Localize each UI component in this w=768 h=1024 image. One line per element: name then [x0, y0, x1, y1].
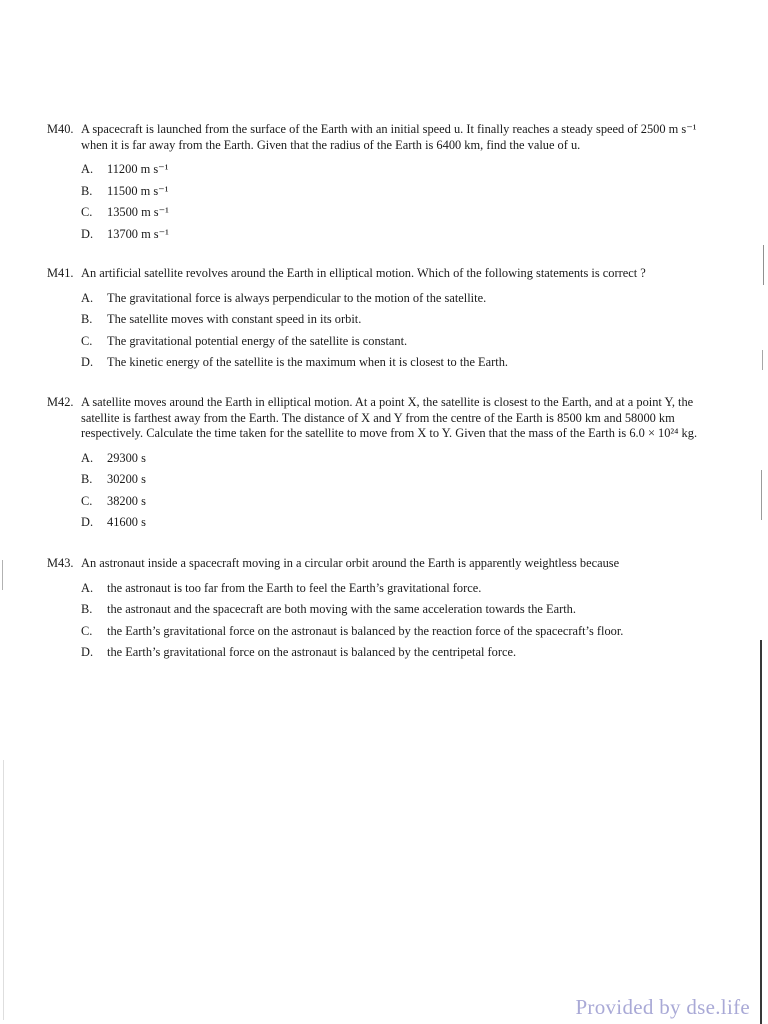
- option-b: B. 11500 m s⁻¹: [81, 183, 169, 198]
- option-text: the Earth’s gravitational force on the astronaut is balanced by the centripetal force.: [107, 645, 517, 659]
- option-text: 13500 m s⁻¹: [107, 205, 169, 219]
- option-b: B. 30200 s: [81, 472, 146, 486]
- question-text: [81, 122, 762, 153]
- option-d: D. the Earth’s gravitational force on the astronaut is balanced by the centripetal force.: [81, 645, 517, 659]
- option-text: The gravitational potential energy of the satellite is constant.: [107, 333, 408, 348]
- option-text: 11200 m s⁻¹: [107, 162, 169, 176]
- question-line: A spacecraft is launched from the surface of the Earth with an initial speed u. It finally reaches a steady speed of 2500 m s⁻¹: [81, 122, 697, 136]
- option-a: A. 29300 s: [81, 450, 146, 465]
- options-list: [47, 291, 762, 377]
- options-list: [47, 162, 762, 248]
- question-line: when it is far away from the Earth. Given that the radius of the Earth is 6400 km, find the value of u.: [81, 137, 581, 152]
- option-a: A. 11200 m s⁻¹: [81, 162, 169, 176]
- option-text: the astronaut and the spacecraft are both moving with the same acceleration towards the Earth.: [107, 602, 576, 616]
- option-b: B. the astronaut and the spacecraft are both moving with the same acceleration towards the Earth.: [81, 602, 576, 616]
- option-text: 30200 s: [107, 472, 146, 486]
- watermark: Provided by dse.life: [575, 995, 750, 1019]
- option-b: B. The satellite moves with constant speed in its orbit.: [81, 312, 362, 326]
- option-a: A. the astronaut is too far from the Earth to feel the Earth’s gravitational force.: [81, 580, 482, 595]
- question-line: An artificial satellite revolves around the Earth in elliptical motion. Which of the following statements is correct ?: [81, 266, 646, 280]
- question-line: respectively. Calculate the time taken for the satellite to move from X to Y. Given that the mass of the Earth is 6.0 × 10²⁴ kg.: [81, 426, 698, 440]
- option-text: 13700 m s⁻¹: [107, 226, 169, 241]
- option-a: A. The gravitational force is always perpendicular to the motion of the satellite.: [81, 290, 487, 305]
- option-text: 38200 s: [107, 493, 146, 508]
- scan-edge-line: [760, 640, 762, 1024]
- option-c: C. 13500 m s⁻¹: [81, 205, 169, 219]
- options-list: [47, 581, 762, 667]
- question-line: satellite is farthest away from the Earth. The distance of X and Y from the centre of the Earth is 8500 km and 58000 km: [81, 410, 675, 425]
- option-d: D. 13700 m s⁻¹: [81, 226, 169, 241]
- question-text: [81, 266, 762, 282]
- scan-edge-mark: [2, 560, 3, 590]
- option-c: C. the Earth’s gravitational force on the astronaut is balanced by the reaction force of the spacecraft’s floor.: [81, 623, 624, 638]
- scan-edge-line: [3, 760, 4, 1020]
- question-line: An astronaut inside a spacecraft moving in a circular orbit around the Earth is apparently weightless because: [81, 556, 620, 570]
- question-line: A satellite moves around the Earth in elliptical motion. At a point X, the satellite is closest to the Earth, and at a point Y, the: [81, 395, 694, 409]
- option-c: C. 38200 s: [81, 493, 146, 508]
- option-text: the Earth’s gravitational force on the astronaut is balanced by the reaction force of the spacecraft’s floor.: [107, 623, 624, 638]
- option-text: The satellite moves with constant speed in its orbit.: [107, 312, 362, 326]
- scan-edge-mark: [761, 470, 762, 520]
- question-m41: [47, 266, 762, 377]
- question-number: M43.: [47, 556, 74, 570]
- question-number: M42.: [47, 395, 74, 409]
- question-m40: [47, 122, 762, 248]
- option-c: C. The gravitational potential energy of the satellite is constant.: [81, 333, 408, 348]
- option-d: D. 41600 s: [81, 515, 146, 529]
- option-text: The kinetic energy of the satellite is the maximum when it is closest to the Earth.: [107, 355, 508, 369]
- scan-edge-mark: [762, 350, 763, 370]
- question-number: M40.: [47, 122, 74, 136]
- question-m43: [47, 556, 762, 667]
- question-m42: [47, 395, 762, 537]
- question-text: [81, 556, 762, 572]
- option-text: 41600 s: [107, 515, 146, 529]
- option-text: The gravitational force is always perpendicular to the motion of the satellite.: [107, 290, 487, 305]
- option-d: D. The kinetic energy of the satellite is the maximum when it is closest to the Earth.: [81, 355, 508, 369]
- question-text: [81, 395, 762, 442]
- question-number: M41.: [47, 266, 74, 280]
- option-text: the astronaut is too far from the Earth to feel the Earth’s gravitational force.: [107, 580, 482, 595]
- scan-edge-mark: [763, 245, 764, 285]
- options-list: [47, 451, 762, 537]
- option-text: 11500 m s⁻¹: [107, 183, 169, 198]
- option-text: 29300 s: [107, 450, 146, 465]
